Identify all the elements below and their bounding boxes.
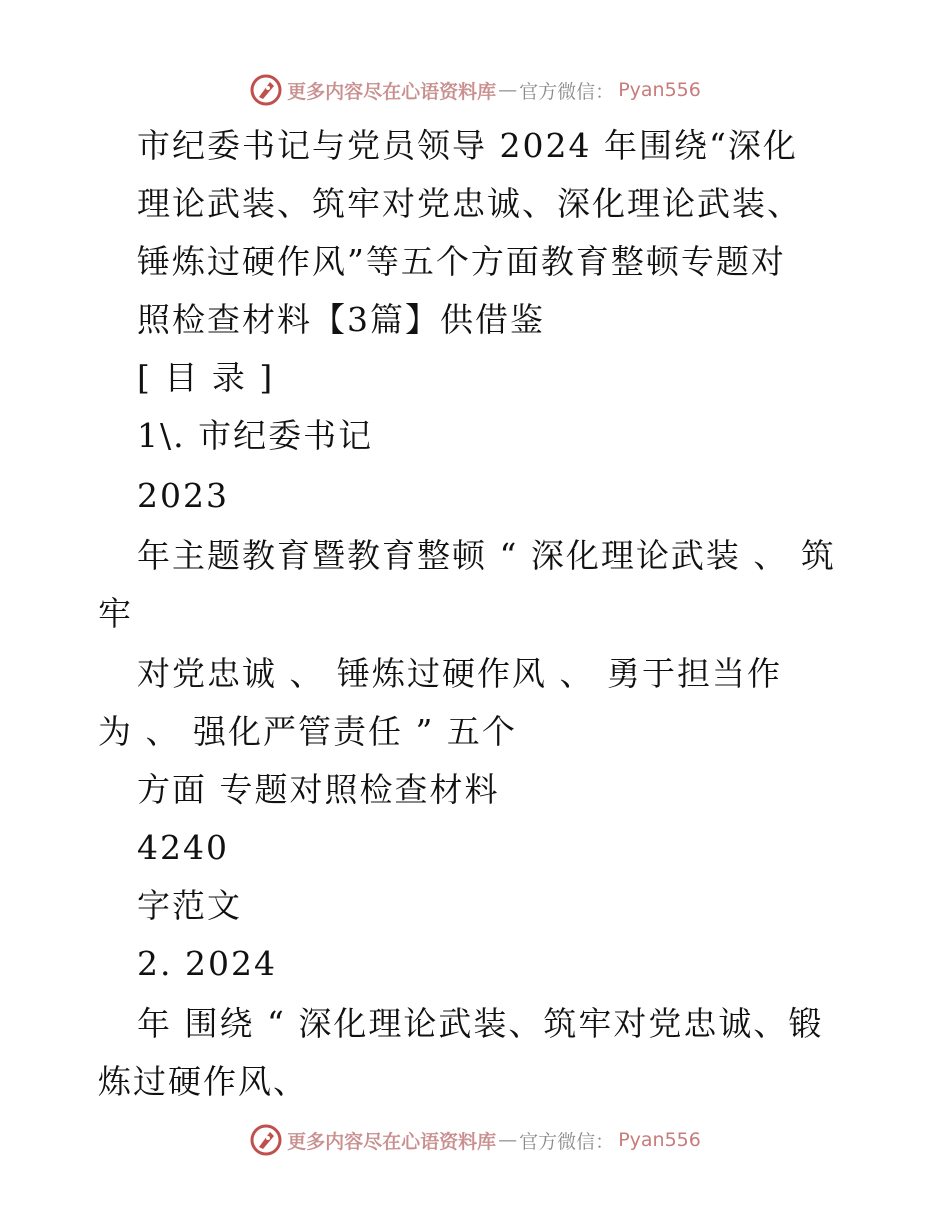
watermark-dash: — [498, 79, 518, 101]
toc-line: 4240 [137, 828, 229, 867]
watermark-site-text: 更多内容尽在心语资料库 [287, 80, 497, 103]
toc-line: 年主题教育暨教育整顿 “ 深化理论武装 、 筑 [137, 536, 836, 575]
watermark-dash: — [498, 1129, 518, 1151]
toc-line: 牢 [98, 594, 133, 633]
pen-nib-logo-icon [249, 73, 283, 107]
toc-heading: [ 目 录 ] [137, 358, 275, 397]
title-line: 照检查材料【3篇】供借鉴 [137, 300, 545, 339]
toc-line: 方面 专题对照检查材料 [137, 770, 500, 809]
header-watermark [0, 72, 950, 108]
title-line: 理论武装、筑牢对党忠诚、深化理论武装、 [137, 184, 802, 223]
toc-line: 2023 [137, 476, 229, 515]
toc-line: 为 、 强化严管责任 ” 五个 [98, 712, 517, 751]
watermark-official-label: 官方微信： [519, 1130, 615, 1153]
toc-line: 1\. 市纪委书记 [137, 416, 374, 455]
toc-line: 炼过硬作风、 [98, 1062, 308, 1101]
toc-line: 年 围绕 “ 深化理论武装、筑牢对党忠诚、锻 [137, 1004, 824, 1043]
watermark-site-text: 更多内容尽在心语资料库 [287, 1130, 497, 1153]
footer-watermark [0, 1122, 950, 1158]
title-line: 锤炼过硬作风”等五个方面教育整顿专题对 [137, 242, 786, 281]
toc-line: 2. 2024 [137, 944, 277, 983]
watermark-official-label: 官方微信： [519, 80, 615, 103]
toc-line: 对党忠诚 、 锤炼过硬作风 、 勇于担当作 [137, 654, 782, 693]
toc-line: 字范文 [137, 886, 242, 925]
watermark-wechat-id: Pyan556 [618, 79, 701, 101]
watermark-wechat-id: Pyan556 [618, 1129, 701, 1151]
pen-nib-logo-icon [249, 1123, 283, 1157]
title-line: 市纪委书记与党员领导 2024 年围绕“深化 [137, 126, 798, 165]
